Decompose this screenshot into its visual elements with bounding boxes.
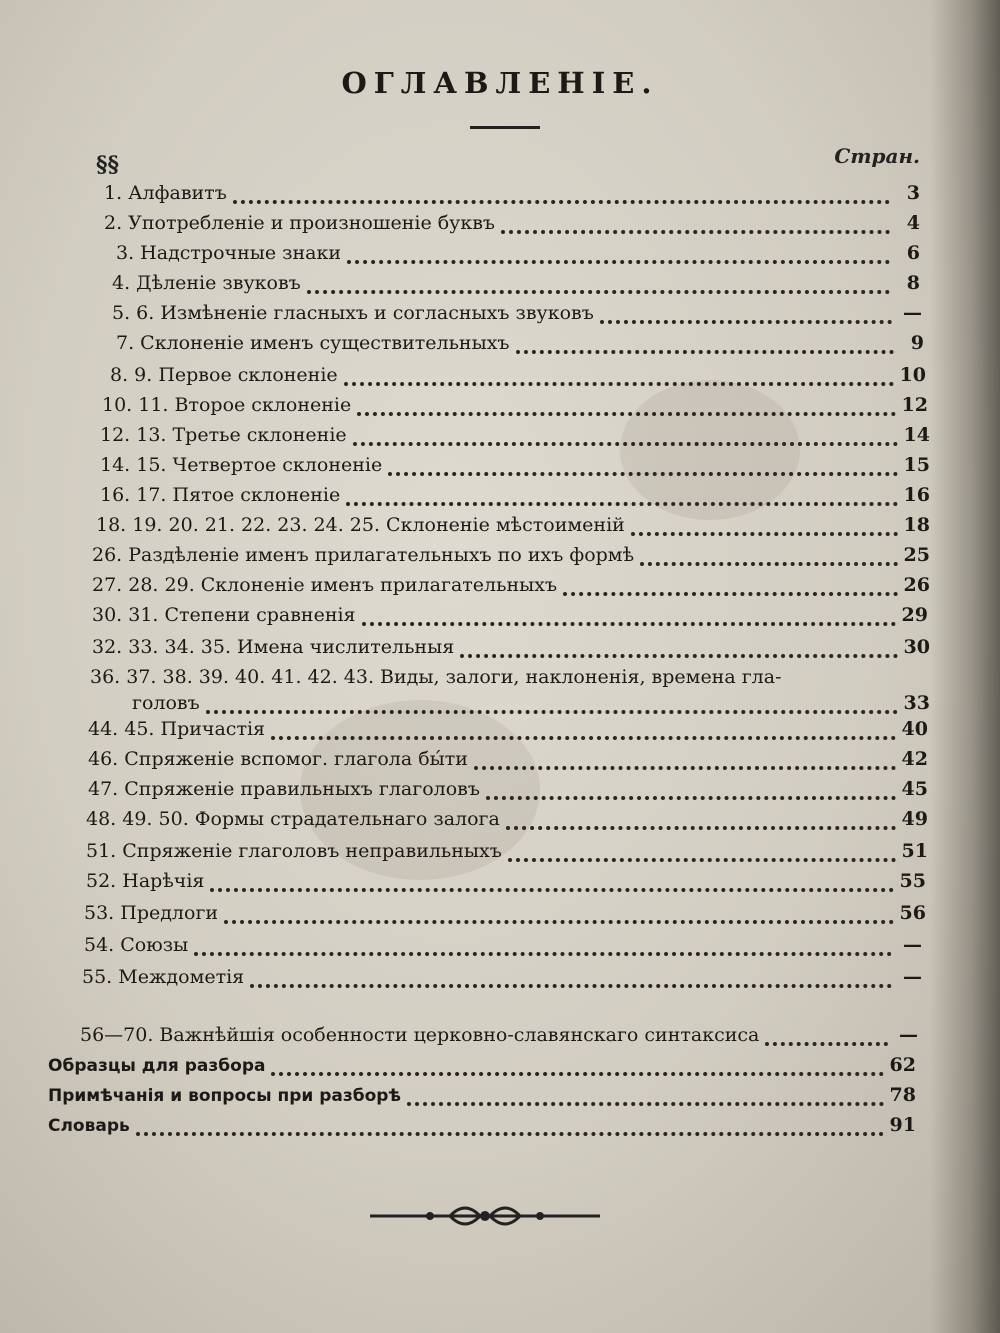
dot-leader <box>210 888 893 892</box>
toc-entry <box>92 636 930 664</box>
toc-entry-page: 26 <box>903 574 930 596</box>
toc-entry-label: 44. 45. Причастія <box>88 718 266 740</box>
dot-leader <box>407 1102 884 1106</box>
toc-entry-page: — <box>903 934 922 956</box>
toc-entry <box>96 514 930 542</box>
toc-entry <box>86 808 928 836</box>
toc-entry-label: 55. Междометія <box>82 966 245 988</box>
dot-leader <box>501 230 890 234</box>
toc-entry-label: 18. 19. 20. 21. 22. 23. 24. 25. Склоненіе мѣстоименій <box>96 514 625 536</box>
toc-entry-page: 8 <box>906 272 920 294</box>
toc-entry-page: 25 <box>903 544 930 566</box>
dot-leader <box>640 562 898 566</box>
dot-leader <box>508 858 896 862</box>
toc-entry <box>82 966 922 994</box>
toc-entry-label: 8. 9. Первое склоненіе <box>110 364 338 386</box>
toc-entry <box>84 934 922 962</box>
toc-entry <box>80 1024 918 1052</box>
toc-entry <box>116 242 920 270</box>
toc-entry-label: 1. Алфавитъ <box>104 182 227 204</box>
toc-entry-page: 12 <box>901 394 928 416</box>
toc-entry-page: 4 <box>906 212 920 234</box>
toc-entry-label: 51. Спряженіе глаголовъ неправильныхъ <box>86 840 502 862</box>
dot-leader <box>506 826 896 830</box>
dot-leader <box>460 654 897 658</box>
toc-entry <box>48 1084 916 1112</box>
toc-entry <box>86 870 926 898</box>
dot-leader <box>271 1072 883 1076</box>
toc-entry-label: 14. 15. Четвертое склоненіе <box>100 454 383 476</box>
toc-entry-page: 14 <box>903 424 930 446</box>
toc-entry-label: 32. 33. 34. 35. Имена числительныя <box>92 636 455 658</box>
dot-leader <box>765 1042 888 1046</box>
toc-entry <box>92 574 930 602</box>
toc-entry-label: 46. Спряженіе вспомог. глагола бы́ти <box>88 748 468 770</box>
toc-entry-page: 45 <box>901 778 928 800</box>
dot-leader <box>600 320 892 324</box>
page-column-header: Стран. <box>834 144 920 168</box>
section-mark: §§ <box>96 152 120 178</box>
toc-entry-page: 6 <box>906 242 920 264</box>
toc-entry <box>104 212 920 240</box>
dot-leader <box>307 290 890 294</box>
toc-entry-page: 55 <box>899 870 926 892</box>
dot-leader <box>631 532 898 536</box>
toc-entry-label: 10. 11. Второе склоненіе <box>102 394 352 416</box>
dot-leader <box>206 710 898 714</box>
toc-entry-page: 42 <box>901 748 928 770</box>
toc-entry-page: 29 <box>901 604 928 626</box>
dot-leader <box>388 472 897 476</box>
page-title: ОГЛАВЛЕНІЕ. <box>341 66 659 100</box>
toc-entry-page: 3 <box>906 182 920 204</box>
toc-entry <box>48 1054 916 1082</box>
toc-entry <box>116 332 924 360</box>
toc-entry-label: Словарь <box>48 1116 130 1136</box>
dot-leader <box>346 502 897 506</box>
toc-entry-page: 49 <box>901 808 928 830</box>
toc-entry-page: — <box>903 302 922 324</box>
toc-entry-continuation <box>132 692 930 720</box>
dot-leader <box>486 796 896 800</box>
toc-entry-page: 40 <box>901 718 928 740</box>
toc-entry-page: 18 <box>903 514 930 536</box>
dot-leader <box>357 412 895 416</box>
toc-entry <box>88 718 928 746</box>
toc-entry-label: 27. 28. 29. Склоненіе именъ прилагательныхъ <box>92 574 558 596</box>
toc-entry-label: 3. Надстрочные знаки <box>116 242 342 264</box>
dot-leader <box>194 952 892 956</box>
toc-entry <box>102 394 928 422</box>
toc-entry-label: 12. 13. Третье склоненіе <box>100 424 347 446</box>
toc-entry-label: 4. Дѣленіе звуковъ <box>112 272 301 294</box>
toc-entry-label: 5. 6. Измѣненіе гласныхъ и согласныхъ звуковъ <box>112 302 594 324</box>
toc-entry-page: 30 <box>903 636 930 658</box>
dot-leader <box>474 766 896 770</box>
dot-leader <box>233 200 890 204</box>
dot-leader <box>563 592 898 596</box>
toc-entry-page: 9 <box>910 332 924 354</box>
toc-entry <box>88 778 928 806</box>
toc-entry-page: 56 <box>899 902 926 924</box>
dot-leader <box>347 260 890 264</box>
toc-entry-label: Примѣчанія и вопросы при разборѣ <box>48 1086 401 1106</box>
toc-entry-label: 16. 17. Пятое склоненіе <box>100 484 341 506</box>
dot-leader <box>250 984 892 988</box>
toc-entry-page: — <box>899 1024 918 1046</box>
toc-entry-label-continuation: головъ <box>132 692 200 714</box>
toc-entry <box>92 604 928 632</box>
toc-entry <box>104 182 920 210</box>
toc-entry-label: 54. Союзы <box>84 934 189 956</box>
toc-entry <box>100 424 930 452</box>
toc-entry-label: Образцы для разбора <box>48 1056 266 1076</box>
toc-entry-label: 2. Употребленіе и произношеніе буквъ <box>104 212 496 234</box>
toc-entry <box>100 484 930 512</box>
toc-entry-label: 48. 49. 50. Формы страдательнаго залога <box>86 808 500 830</box>
dot-leader <box>136 1132 884 1136</box>
toc-entry-page: 15 <box>903 454 930 476</box>
toc-entry-page: 16 <box>903 484 930 506</box>
toc-entry <box>112 272 920 300</box>
dot-leader <box>224 920 893 924</box>
toc-entry <box>88 748 928 776</box>
toc-entry <box>48 1114 916 1142</box>
toc-entry-page: 62 <box>889 1054 916 1076</box>
dot-leader <box>271 736 896 740</box>
toc-entry <box>84 902 926 930</box>
toc-entry <box>112 302 922 330</box>
toc-entry-label: 30. 31. Степени сравненія <box>92 604 356 626</box>
toc-entry <box>90 666 930 694</box>
toc-entry-label: 53. Предлоги <box>84 902 219 924</box>
toc-entry-label: 26. Раздѣленіе именъ прилагательныхъ по ихъ формѣ <box>92 544 635 566</box>
toc-entry <box>92 544 930 572</box>
toc-entry-page: 78 <box>889 1084 916 1106</box>
toc-entry-label: 56—70. Важнѣйшія особенности церковно-славянскаго синтаксиса <box>80 1024 760 1046</box>
toc-entry-label: 47. Спряженіе правильныхъ глаголовъ <box>88 778 480 800</box>
toc-entry-page: 10 <box>899 364 926 386</box>
toc-entry-page: — <box>903 966 922 988</box>
toc-entry <box>86 840 928 868</box>
toc-entry <box>100 454 930 482</box>
toc-entry-label: 7. Склоненіе именъ существительныхъ <box>116 332 510 354</box>
toc-entry-label: 52. Нарѣчія <box>86 870 205 892</box>
toc-entry <box>110 364 926 392</box>
toc-entry-page: 33 <box>903 692 930 714</box>
dot-leader <box>353 442 898 446</box>
toc-entry-page: 51 <box>901 840 928 862</box>
dot-leader <box>516 350 895 354</box>
toc-entry-label: 36. 37. 38. 39. 40. 41. 42. 43. Виды, залоги, наклоненія, времена гла- <box>90 666 782 688</box>
dot-leader <box>362 622 896 626</box>
dot-leader <box>344 382 894 386</box>
ornament-icon <box>370 1196 600 1236</box>
toc-entry-page: 91 <box>889 1114 916 1136</box>
